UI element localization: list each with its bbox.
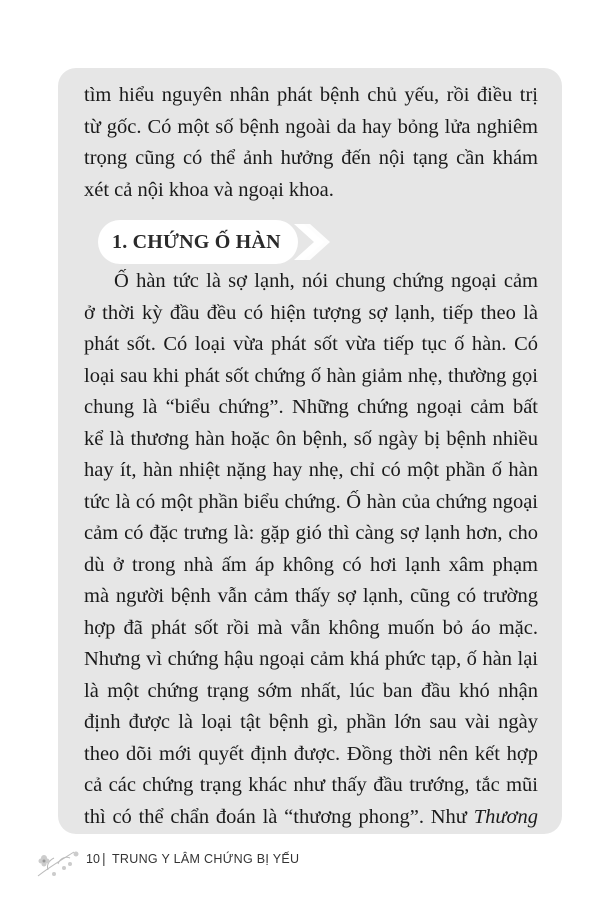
text-line: xét cả nội khoa và ngoại khoa.	[84, 178, 334, 201]
text-line-last	[84, 802, 538, 834]
text-line: tức là có một phần biểu chứng. Ố hàn của chứng ngoại	[84, 490, 538, 513]
text-line: hợp đã phát sốt rồi mà vẫn không muốn bỏ áo mặc.	[84, 616, 538, 639]
running-head: TRUNG Y LÂM CHỨNG BỊ YẾU	[112, 852, 300, 866]
text-line: phát sốt. Có loại vừa phát sốt vừa tiếp tục ố hàn. Có	[84, 333, 538, 355]
text-line: định được là loại tật bệnh gì, phần lớn sau vài ngày	[84, 711, 538, 733]
italic-text: Thương	[473, 805, 538, 828]
heading-text: 1. CHỨNG Ố HÀN	[112, 231, 281, 253]
text-line: Ố hàn tức là sợ lạnh, nói chung chứng ngoại cảm	[114, 270, 538, 292]
page-footer	[0, 846, 612, 886]
text-line: loại sau khi phát sốt chứng ố hàn giảm nhẹ, thường gọi	[84, 364, 538, 387]
text-line: cảm có đặc trưng là: gặp gió thì càng sợ lạnh hơn, cho	[84, 522, 538, 544]
text-line: Nhưng vì chứng hậu ngoại cảm khá phức tạp, ố hàn lại	[84, 648, 538, 670]
text-line: kể là thương hàn hoặc ôn bệnh, số ngày bị bệnh nhiều	[84, 427, 538, 450]
section-heading	[98, 220, 332, 264]
text-line: cả các chứng trạng khác như thấy đầu trướng, tắc mũi	[84, 774, 538, 796]
text-line: dù ở trong nhà ấm áp không có hơi lạnh xâm phạm	[84, 553, 538, 576]
page-number: 10	[86, 852, 100, 866]
flower-ornament-icon	[34, 846, 84, 882]
paragraph-main	[84, 266, 538, 833]
text-segment: thì có thể chẩn đoán là “thương phong”. Như	[84, 805, 474, 828]
text-line: tìm hiểu nguyên nhân phát bệnh chủ yếu, rồi điều trị	[84, 84, 538, 106]
text-line: mà người bệnh vẫn cảm thấy sợ lạnh, cũng có trường	[84, 585, 538, 607]
text-line: ở thời kỳ đầu đều có hiện tượng sợ lạnh, tiếp theo là	[84, 301, 538, 324]
text-line: là một chứng trạng sớm nhất, lúc ban đầu khó nhận	[84, 679, 538, 702]
footer-separator: |	[102, 850, 106, 866]
text-line: hay ít, hàn nhiệt nặng hay nhẹ, chỉ có một phần ố hàn	[84, 459, 538, 481]
text-line: trọng cũng có thể ảnh hưởng đến nội tạng cần khám	[84, 147, 538, 169]
text-line: từ gốc. Có một số bệnh ngoài da hay bỏng lửa nghiêm	[84, 115, 538, 138]
text-line: chung là “biểu chứng”. Những chứng ngoại cảm bất	[84, 396, 538, 418]
paragraph-top	[84, 80, 538, 206]
text-line: theo dõi mới quyết định được. Đồng thời nên kết hợp	[84, 742, 538, 765]
